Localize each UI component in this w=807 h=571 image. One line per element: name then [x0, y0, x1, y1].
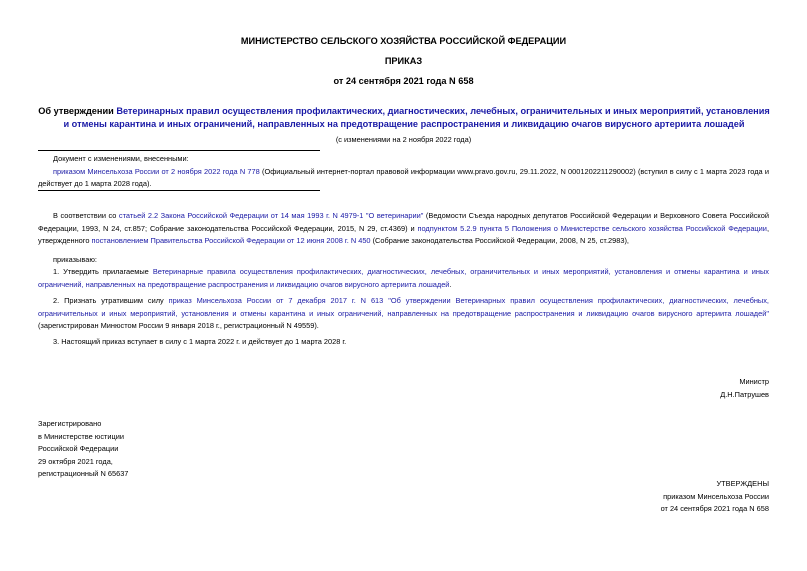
- item-1-paragraph: [38, 266, 769, 291]
- registration-line-3: Российской Федерации: [38, 444, 119, 453]
- registration-line-1: Зарегистрировано: [38, 419, 102, 428]
- preamble-paragraph: [38, 210, 769, 248]
- item-2-text: 2. Признать утратившим силу: [53, 296, 169, 305]
- law-link[interactable]: статьей 2.2 Закона Российской Федерации от 14 мая 1993 г. N 4979-1 "О ветеринарии": [118, 211, 424, 220]
- item-1-end: .: [449, 279, 452, 289]
- changes-box: [38, 153, 769, 191]
- item-2-end: (зарегистрирован Минюстом России 9 января 2018 г., регистрационный N 49559).: [38, 321, 319, 330]
- signature-block: [569, 376, 769, 401]
- changes-bottom-divider: [38, 190, 320, 191]
- item-1-text: 1. Утвердить прилагаемые: [53, 267, 153, 276]
- doc-type-heading: ПРИКАЗ: [384, 56, 423, 66]
- resolution-link[interactable]: постановлением Правительства Российской Федерации от 12 июня 2008 г. N 450: [91, 236, 371, 245]
- registration-block: [38, 418, 288, 481]
- changes-top-divider: [38, 150, 320, 151]
- registration-line-5: регистрационный N 65637: [38, 469, 129, 478]
- item-3-paragraph: 3. Настоящий приказ вступает в силу с 1 марта 2022 г. и действует до 1 марта 2028 г.: [53, 337, 347, 346]
- approved-block: [519, 478, 769, 516]
- registration-line-4: 29 октября 2021 года,: [38, 456, 113, 466]
- preamble-text-1: В соответствии со: [53, 211, 119, 220]
- preamble-text-3: , утвержденного: [38, 223, 769, 245]
- signature-name: Д.Н.Патрушев: [720, 389, 769, 399]
- ministry-heading: МИНИСТЕРСТВО СЕЛЬСКОГО ХОЗЯЙСТВА РОССИЙСКОЙ ФЕДЕРАЦИИ: [240, 36, 567, 46]
- approved-line-3: от 24 сентября 2021 года N 658: [660, 504, 769, 513]
- changes-line2: [38, 166, 769, 191]
- signature-position: Министр: [739, 377, 769, 386]
- prikazyvayu-text: приказываю:: [53, 255, 97, 264]
- preamble-text-2: (Ведомости Съезда народных депутатов Российской Федерации и Верховного Совета Российской Федерации, 1993, N 24, ст.857; Собрание законодательства Российской Федерации, 2015, N 29, ст.4369) и: [38, 211, 769, 233]
- preamble-text-4: (Собрание законодательства Российской Федерации, 2008, N 25, ст.2983),: [370, 236, 629, 245]
- title-link[interactable]: Ветеринарных правил осуществления профилактических, диагностических, лечебных, ограничительных и иных мероприятий, установления и отмены карантина и иных ограничений, направленных на предотвращение распространения и ликвидацию очагов вирусного артериита лошадей: [63, 106, 770, 129]
- approved-line-2: приказом Минсельхоза России: [663, 491, 769, 501]
- rules-link[interactable]: Ветеринарные правила осуществления профилактических, диагностических, лечебных, ограничительных и иных мероприятий, установления и отмены карантина и иных ограничений, направленных на предотвращение распространения и ликвидацию очагов вирусного артериита лошадей: [38, 267, 769, 289]
- document-title: [38, 105, 770, 130]
- regulation-link[interactable]: подпунктом 5.2.9 пункта 5 Положения о Министерстве сельского хозяйства Российской Федерации: [417, 223, 767, 233]
- registration-line-2: в Министерстве юстиции: [38, 431, 125, 441]
- amended-note: (с изменениями на 2 ноября 2022 года): [335, 135, 472, 144]
- approved-line-1: УТВЕРЖДЕНЫ: [716, 479, 769, 488]
- old-order-link[interactable]: приказ Минсельхоза России от 7 декабря 2017 г. N 613 "Об утверждении Ветеринарных правил осуществления профилактических, диагностических, лечебных, ограничительных и иных мероприятий, установления и отмены карантина и иных ограничений, направленных на предотвращение распространения и ликвидацию очагов вирусного артериита лошадей": [38, 296, 769, 318]
- changes-link[interactable]: приказом Минсельхоза России от 2 ноября 2022 года N 778: [53, 166, 260, 176]
- changes-rest: (Официальный интернет-портал правовой информации www.pravo.gov.ru, 29.11.2022, N 0001202211290002) (вступил в силу с 1 марта 2023 года и действует до 1 марта 2028 года).: [38, 166, 769, 188]
- title-prefix: Об утверждении: [38, 106, 117, 116]
- item-2-paragraph: [38, 295, 769, 333]
- changes-line1: Документ с изменениями, внесенными:: [53, 154, 189, 163]
- date-number-heading: от 24 сентября 2021 года N 658: [333, 76, 474, 86]
